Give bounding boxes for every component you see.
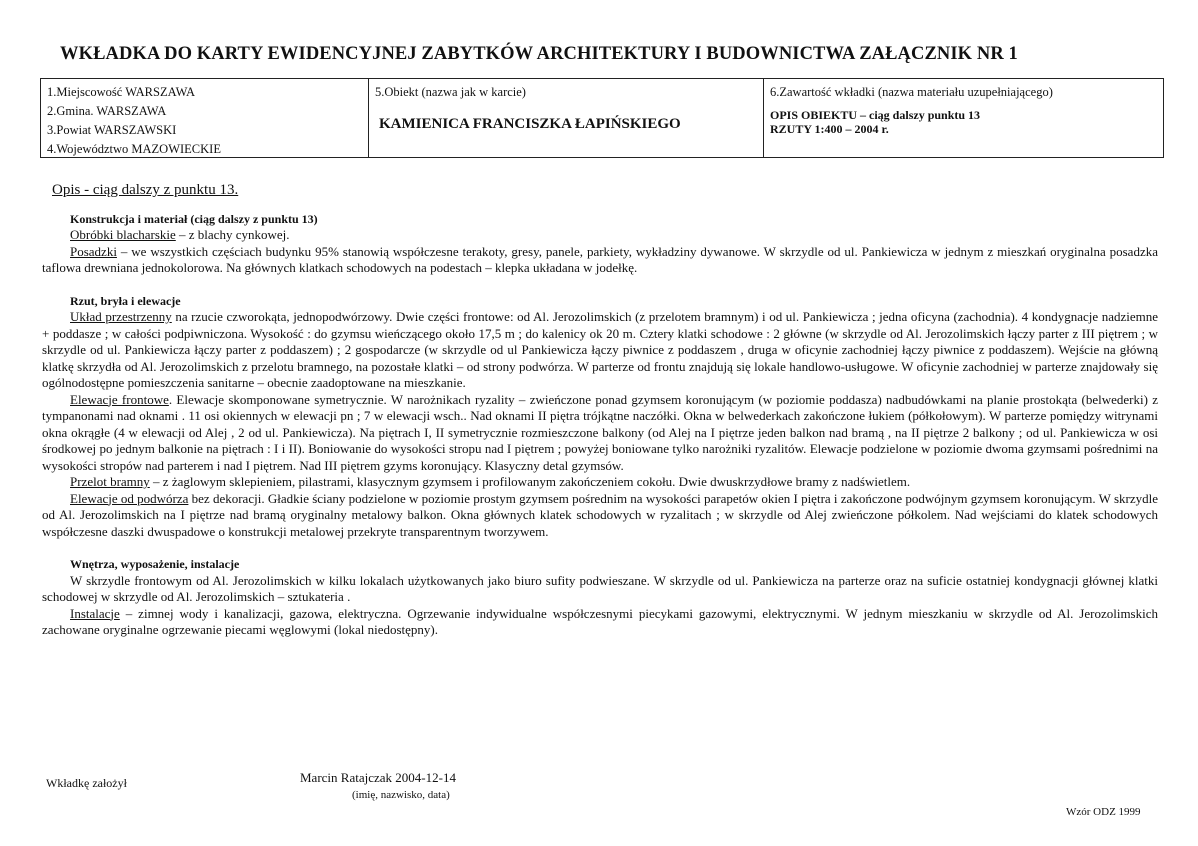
paragraph-text: – z żaglowym sklepieniem, pilastrami, klasycznym gzymsem i profilowanym zakończeniem cokołu. Dwie dwuskrzydłowe bramy z nadświetlem. <box>149 474 911 489</box>
paragraph <box>42 606 1158 639</box>
location-cell <box>41 79 369 157</box>
paragraph-text: – zimnej wody i kanalizacji, gazowa, elektryczna. Ogrzewanie indywidualne współczesnymi piecykami gazowymi, elektrycznymi. W jednym mieszkaniu w skrzydle od Al. Jerozolimskich zachowane oryginalne ogrzewanie piecami węglowymi (lokal niedostępny). <box>42 605 1158 637</box>
paragraph-text: na rzucie czworokąta, jednopodwórzowy. Dwie części frontowe: od Al. Jerozolimskich (z przelotem bramnym) i od ul. Pankiewicza ; jedna oficyna (zachodnia). 4 kondygnacje nadziemne + poddasze ; w całości podpiwniczona. Wysokość : do gzymsu wieńczącego około 17,5 m ; do kalenicy ok 20 m. Cztery klatki schodowe : 2 główne (w skrzydle od Al. Jerozolimskich łączy parter z III piętrem ; w skrzydle od ul. Pankiewicza łączy parter z poddaszem) ; 2 gospodarcze (w skrzydle od ul Pankiewicza łączy piwnice z poddaszem , druga w oficynie zachodniej łączy piwnice z poddaszem). Wejście na główną klatkę skrzydła od Al. Jerozolimskich z przelotu bramnego, na pozostałe klatki – od strony podwórza. W parterze od frontu znajdują się lokale handlowo-usługowe. W oficynie zachodniej w parterze znajdowały się ogólnodostępne pomieszczenia sanitarne – obecnie zaadoptowane na mieszkanie. <box>42 309 1158 390</box>
commune-field: 2.Gmina. WARSZAWA <box>47 104 167 118</box>
paragraph-label: Instalacje <box>70 605 120 621</box>
document-title: WKŁADKA DO KARTY EWIDENCYJNEJ ZABYTKÓW ARCHITEKTURY I BUDOWNICTWA ZAŁĄCZNIK NR 1 <box>60 44 1018 64</box>
paragraph-text: – we wszystkich częściach budynku 95% stanowią współczesne terakoty, gresy, panele, parkiety, wykładziny dywanowe. W skrzydle od ul. Pankiewicza w jednym z mieszkań oryginalna posadzka taflowa drewniana jednokolorowa. Na głównych klatkach schodowych na podestach – klepka układana w jodełkę. <box>42 243 1158 275</box>
paragraph-label: Układ przestrzenny <box>70 309 172 324</box>
contents-label: 6.Zawartość wkładki (nazwa materiału uzupełniającego) <box>770 85 1053 99</box>
contents-line-2: RZUTY 1:400 – 2004 r. <box>770 122 889 136</box>
contents-line-1: OPIS OBIEKTU – ciąg dalszy punktu 13 <box>770 108 981 122</box>
section-title: Opis - ciąg dalszy z punktu 13. <box>52 182 239 198</box>
object-name: KAMIENICA FRANCISZKA ŁAPIŃSKIEGO <box>379 116 681 132</box>
author-caption: (imię, nazwisko, data) <box>352 789 450 801</box>
paragraph-label: Elewacje od podwórza <box>70 490 189 506</box>
paragraph <box>42 392 1158 475</box>
paragraph-text: W skrzydle frontowym od Al. Jerozolimskich w kilku lokalach użytkowanych jako biuro sufity podwieszane. W skrzydle od ul. Pankiewicza na parterze oraz na suficie ostatniej kondygnacji głównej klatki schodowej w skrzydle od Al. Jerozolimskich – sztukateria . <box>42 572 1158 604</box>
info-table <box>40 78 1164 158</box>
locality-field: 1.Miejscowość WARSZAWA <box>47 85 196 99</box>
paragraph <box>42 227 1158 244</box>
paragraph-text: bez dekoracji. Gładkie ściany podzielone w poziomie prostym gzymsem pośrednim na wysokości parapetów okien I piętra i zakończone podwójnym gzymsem koronującym. W skrzydle od Al. Jerozolimskich na I piętrze nad bramą oryginalny metalowy balkon. Okna głównych klatek schodowych w ryzalitach ; w skrzydle od Alej zwieńczone półkolem. Nad wejściami do klatek schodowych współczesne daszki dwuspadowe o konstrukcji metalowej przekryte transparentnym tworzywem. <box>42 490 1159 539</box>
object-cell <box>369 79 764 157</box>
paragraph-label: Obróbki blacharskie <box>70 227 176 242</box>
description-body <box>42 182 1158 655</box>
section-heading: Wnętrza, wyposażenie, instalacje <box>70 557 240 571</box>
section-construction <box>42 211 1158 277</box>
object-label: 5.Obiekt (nazwa jak w karcie) <box>375 85 526 99</box>
paragraph-label: Elewacje frontowe <box>70 391 169 407</box>
section-heading: Rzut, bryła i elewacje <box>70 293 181 308</box>
section-interiors <box>42 556 1158 639</box>
section-plan-elevations <box>42 293 1158 541</box>
paragraph-text: . Elewacje skomponowane symetrycznie. W narożnikach ryzality – zwieńczone ponad gzymsem koronującym (w poziomie poddasza) nadbudówkami na planie prostokąta (belwederki) z tympanonami nad oknami . 11 osi okiennych w elewacji pn ; 7 w elewacji wsch.. Nad oknami II piętra trójkątne naczółki. Okna w belwederkach zakończone łukiem (półkołowym). W parterze pomiędzy witrynami okna okrągłe (4 w elewacji od Alej , 2 od ul. Pankiewicza). Na piętrach I, II symetrycznie rozmieszczone balkony (od Alej na I piętrze jeden balkon nad bramą , na II piętrze 2 balkony ; od ul. Pankiewicza w osi środkowej po jednym balkonie na piętrach : I i II). Boniowanie do wysokości stropu nad I piętrem ; powyżej boniowane tylko narożniki ryzalitów. Elewacje podzielone w poziomie dwoma gzymsami pośrednimi na wysokości stropów nad parterem i nad I piętrem. Nad III piętrem gzyms koronujący. Klasyczny detal gzymsów. <box>42 391 1159 473</box>
paragraph <box>42 491 1158 541</box>
paragraph <box>42 244 1158 277</box>
founder-label: Wkładkę założył <box>46 776 127 790</box>
paragraph <box>42 309 1158 392</box>
author-signature: Marcin Ratajczak 2004-12-14 <box>300 770 456 785</box>
paragraph-label: Posadzki <box>70 243 117 259</box>
paragraph <box>42 474 1158 491</box>
section-heading: Konstrukcja i materiał (ciąg dalszy z punktu 13) <box>70 211 318 226</box>
paragraph-label: Przelot bramny <box>70 474 150 489</box>
contents-cell <box>764 79 1163 157</box>
paragraph <box>42 573 1158 606</box>
voivodeship-field: 4.Województwo MAZOWIECKIE <box>47 142 221 156</box>
form-model-label: Wzór ODZ 1999 <box>1066 806 1141 818</box>
county-field: 3.Powiat WARSZAWSKI <box>47 123 177 137</box>
paragraph-text: – z blachy cynkowej. <box>175 227 290 242</box>
